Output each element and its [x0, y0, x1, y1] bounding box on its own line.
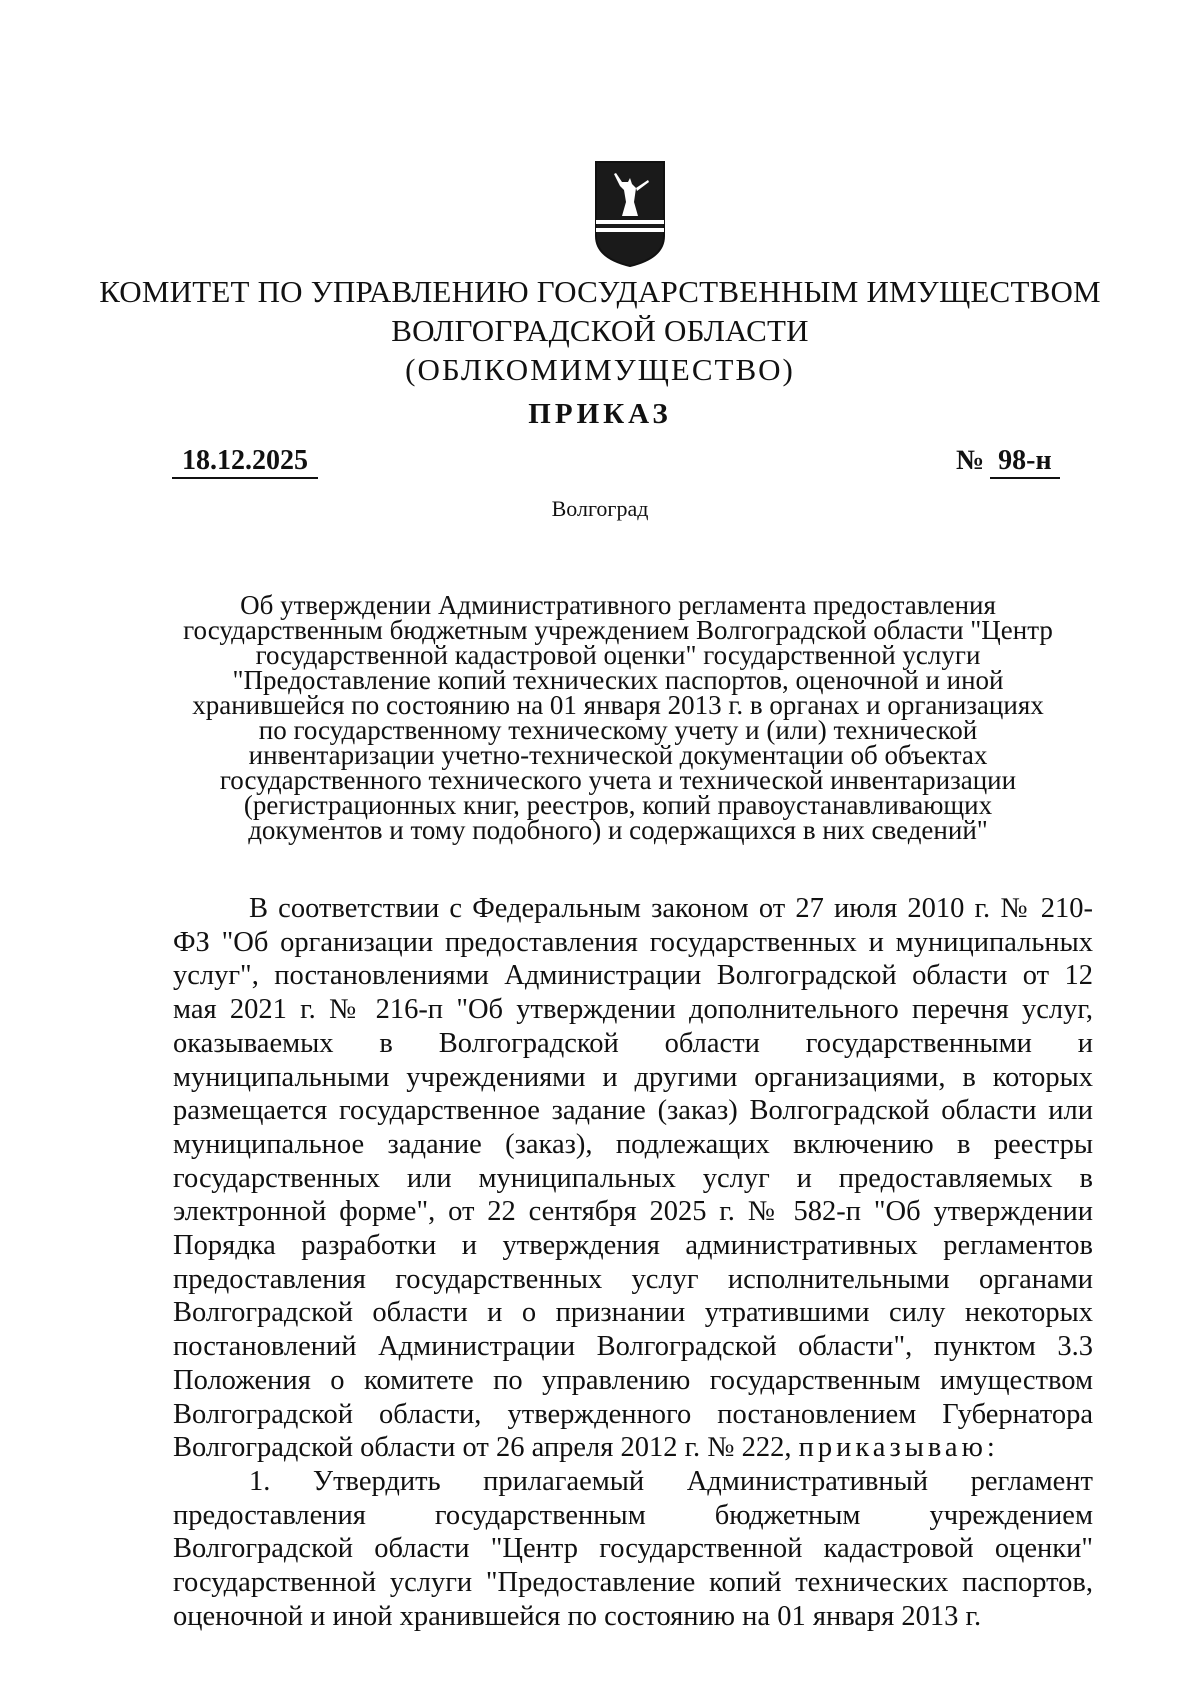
number-sign: №	[956, 445, 985, 476]
order-body	[173, 892, 1093, 1633]
preamble-text: В соответствии с Федеральным законом от 27 июля 2010 г. № 210-ФЗ "Об организации предоставления государственных и муниципальных услуг", постановлениями Администрации Волгоградской области от 12 мая 2021 г. № 216-п "Об утверждении дополнительного перечня услуг, оказываемых в Волгоградской области государственными и муниципальными учреждениями и другими организациями, в которых размещается государственное задание (заказ) Волгоградской области или муниципальное задание (заказ), подлежащих включению в реестры государственных или муниципальных услуг и предоставляемых в электронной форме", от 22 сентября 2025 г. № 582-п "Об утверждении Порядка разработки и утверждения административных регламентов предоставления государственных услуг исполнительными органами Волгоградской области и о признании утратившими силу некоторых постановлений Администрации Волгоградской области", пунктом 3.3 Положения о комитете по управлению государственным имуществом Волгоградской области, утвержденного постановлением Губернатора Волгоградской области от 26 апреля 2012 г. № 222,	[173, 893, 1093, 1464]
document-type: ПРИКАЗ	[528, 398, 672, 430]
order-number: 98-н	[990, 445, 1059, 479]
coat-of-arms-icon	[592, 158, 668, 270]
order-title: Об утверждении Административного регламента предоставления государственным бюджетным учреждением Волгоградской области "Центр государственной кадастровой оценки" государственной услуги "Предоставление копий технических паспортов, оценочной и иной хранившейся по состоянию на 01 января 2013 г. в органах и организациях по государственному техническому учету и (или) технической инвентаризации учетно-технической документации об объектах государственного технического учета и технической инвентаризации (регистрационных книг, реестров, копий правоустанавливающих документов и тому подобного) и содержащихся в них сведений"	[183, 590, 1053, 845]
decree-word: приказываю:	[798, 1432, 999, 1464]
preamble-paragraph	[173, 892, 1093, 1465]
item-1-paragraph: 1. Утвердить прилагаемый Административный регламент предоставления государственным бюджетным учреждением Волгоградской области "Центр государственной кадастровой оценки" государственной услуги "Предоставление копий технических паспортов, оценочной и иной хранившейся по состоянию на 01 января 2013 г.	[173, 1465, 1093, 1632]
org-name-line-1: КОМИТЕТ ПО УПРАВЛЕНИЮ ГОСУДАРСТВЕННЫМ ИМУЩЕСТВОМ	[99, 274, 1101, 309]
order-number-block	[956, 445, 1060, 479]
order-date: 18.12.2025	[172, 445, 318, 479]
org-short-name: (ОБЛКОМИМУЩЕСТВО)	[405, 352, 795, 387]
org-name-line-2: ВОЛГОГРАДСКОЙ ОБЛАСТИ	[391, 313, 809, 348]
city-name: Волгоград	[551, 496, 649, 521]
